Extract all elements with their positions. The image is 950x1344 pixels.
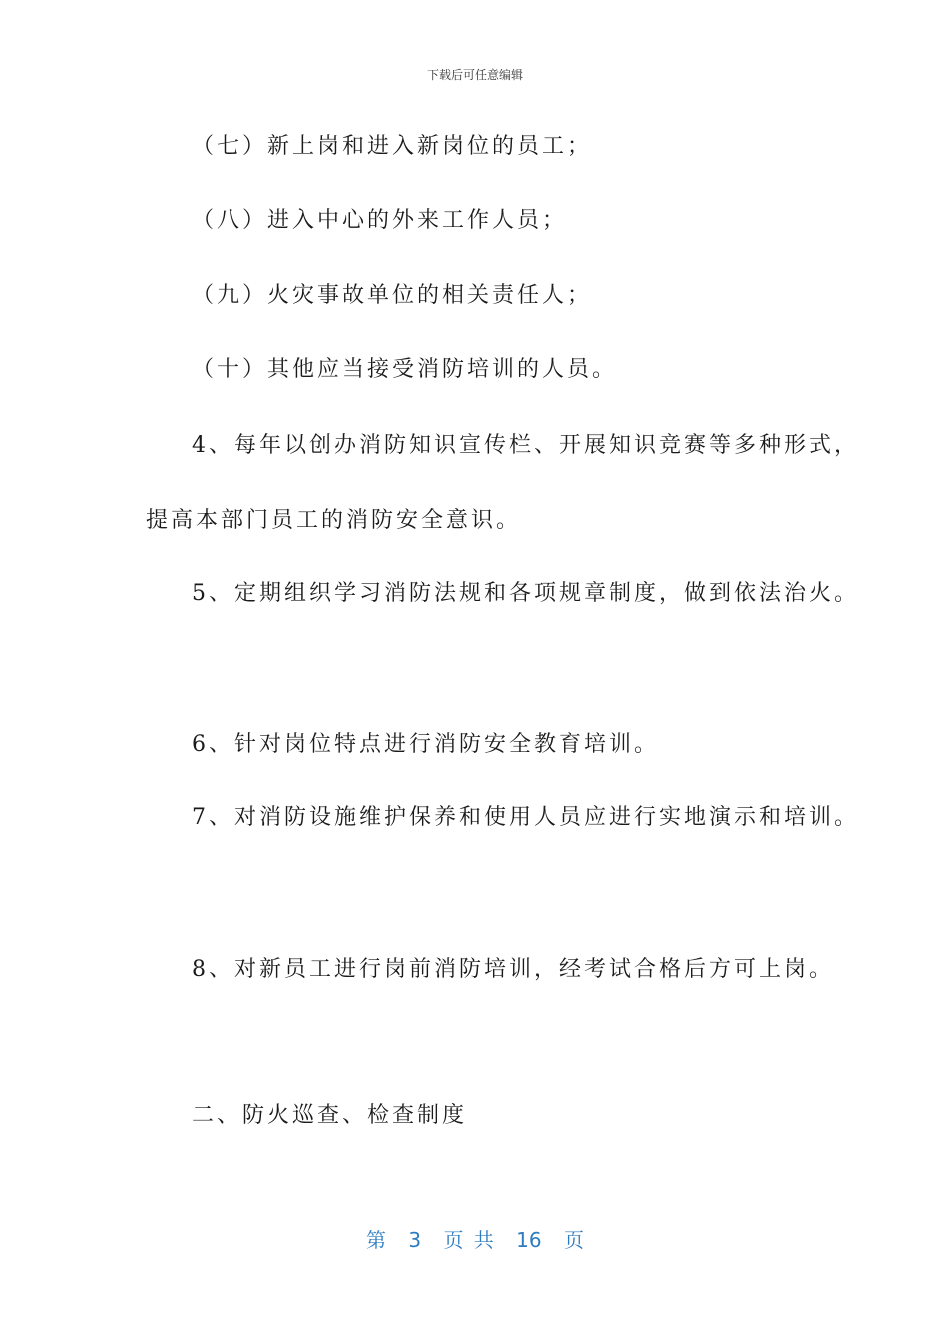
page-footer [0,1224,950,1253]
page-header: 下载后可任意编辑 [426,68,523,82]
text-line-7: 5、定期组织学习消防法规和各项规章制度，做到依法治火。 [192,581,859,606]
footer-middle: 页 共 [443,1228,494,1252]
text-line-6: 提高本部门员工的消防安全意识。 [146,508,522,533]
text-line-9: 7、对消防设施维护保养和使用人员应进行实地演示和培训。 [192,805,859,830]
footer-suffix: 页 [563,1228,584,1252]
text-line-3: （九）火灾事故单位的相关责任人； [192,283,593,308]
footer-prefix: 第 [366,1228,386,1252]
text-line-10: 8、对新员工进行岗前消防培训，经考试合格后方可上岗。 [192,957,834,982]
text-line-8: 6、针对岗位特点进行消防安全教育培训。 [192,732,659,757]
text-line-4: （十）其他应当接受消防培训的人员。 [192,357,618,382]
text-line-1: （七）新上岗和进入新岗位的员工； [192,134,593,159]
footer-page-number: 3 [408,1228,422,1252]
text-line-5: 4、每年以创办消防知识宣传栏、开展知识竞赛等多种形式， [192,433,859,458]
section-heading: 二、防火巡查、检查制度 [192,1103,468,1128]
footer-total-pages: 16 [516,1228,542,1252]
text-line-2: （八）进入中心的外来工作人员； [192,208,568,233]
